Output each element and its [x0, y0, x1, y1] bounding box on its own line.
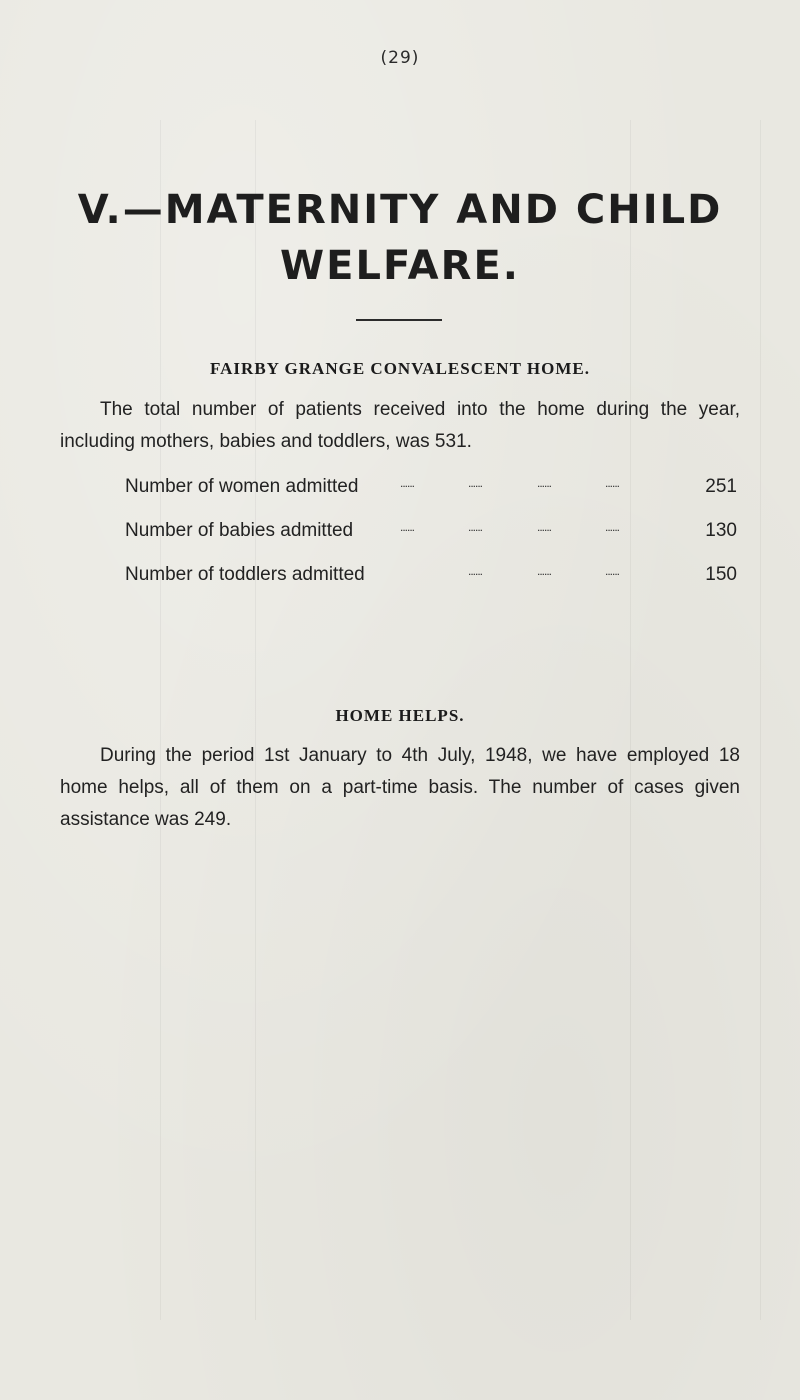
paragraph-text: During the period 1st January to 4th July, 1948, we have employed 18 home helps, all of them on a part-time basis. The number of cases given assistance was 249.	[60, 745, 740, 830]
admissions-value: 130	[705, 520, 737, 541]
dot-leader: ......	[605, 520, 620, 534]
admissions-value: 251	[705, 476, 737, 497]
admissions-label: Number of women admitted	[125, 476, 359, 497]
page-number: (29)	[380, 48, 420, 68]
section-title: V.—MATERNITY AND CHILD WELFARE.	[77, 187, 723, 289]
dot-leader: ......	[468, 476, 483, 490]
admissions-value: 150	[705, 564, 737, 585]
dot-leader: ......	[605, 564, 620, 578]
admissions-table	[125, 476, 737, 608]
paragraph-text: The total number of patients received into the home during the year, including mothers, babies and toddlers, was 531.	[60, 399, 740, 452]
admissions-row	[125, 520, 737, 564]
title-divider	[356, 319, 442, 321]
home-helps-paragraph	[60, 740, 740, 836]
dot-leader: ......	[468, 520, 483, 534]
home-helps-heading: HOME HELPS.	[335, 706, 465, 725]
admissions-row	[125, 476, 737, 520]
dot-leader: ......	[605, 476, 620, 490]
dot-leader: ......	[400, 476, 415, 490]
convalescent-home-heading: FAIRBY GRANGE CONVALESCENT HOME.	[210, 359, 590, 378]
convalescent-home-paragraph	[60, 394, 740, 458]
admissions-row	[125, 564, 737, 608]
dot-leader: ......	[537, 520, 552, 534]
dot-leader: ......	[537, 564, 552, 578]
dot-leader: ......	[537, 476, 552, 490]
admissions-label: Number of toddlers admitted	[125, 564, 365, 585]
dot-leader: ......	[468, 564, 483, 578]
dot-leader: ......	[400, 520, 415, 534]
admissions-label: Number of babies admitted	[125, 520, 354, 541]
